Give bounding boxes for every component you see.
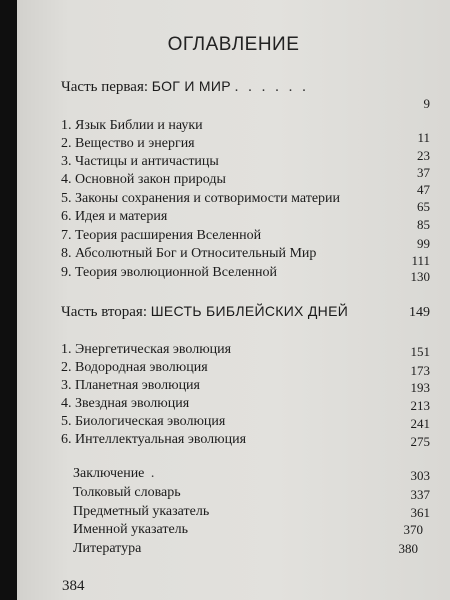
- toc-page-2-3: 193: [410, 380, 430, 395]
- toc-entry-2-5: 5. Биологическая эволюция: [61, 414, 226, 429]
- toc-entry-2-1: 1. Энергетическая эволюция: [61, 342, 232, 357]
- part1-page: 9: [423, 96, 430, 111]
- toc-page-1-1: 11: [417, 130, 430, 145]
- toc-page-conclusion: 303: [410, 468, 430, 483]
- toc-page-2-4: 213: [410, 398, 430, 413]
- toc-page-1-7: 99: [417, 236, 430, 251]
- toc-page-2-1: 151: [410, 344, 430, 359]
- part2-label: Часть вторая:: [61, 304, 148, 320]
- toc-page-literature: 380: [398, 541, 418, 556]
- toc-entry-1-7: 7. Теория расширения Вселенной: [61, 228, 262, 243]
- toc-page-2-2: 173: [410, 363, 430, 378]
- toc-title: ОГЛАВЛЕНИЕ: [167, 34, 300, 55]
- toc-page-2-6: 275: [410, 434, 430, 449]
- book-gutter: [0, 0, 17, 600]
- toc-entry-1-4: 4. Основной закон природы: [61, 172, 226, 187]
- book-page: [17, 0, 450, 600]
- toc-entry-2-3: 3. Планетная эволюция: [61, 378, 200, 393]
- toc-entry-conclusion: Заключение .: [73, 466, 158, 481]
- toc-entry-1-8: 8. Абсолютный Бог и Относительный Мир: [61, 246, 317, 261]
- toc-entry-2-4: 4. Звездная эволюция: [61, 396, 190, 411]
- toc-page-1-4: 47: [417, 182, 430, 197]
- leader-dots: . . . . . .: [234, 79, 309, 95]
- toc-page-1-9: 130: [410, 269, 430, 284]
- part1-name: БОГ И МИР: [151, 78, 231, 94]
- toc-page-1-2: 23: [417, 148, 430, 163]
- toc-entry-subject-index: Предметный указатель: [73, 504, 210, 519]
- part2-page: 149: [409, 305, 430, 320]
- toc-entry-glossary: Толковый словарь: [73, 485, 181, 500]
- toc-entry-name-index: Именной указатель: [73, 522, 189, 537]
- toc-page-subject-index: 361: [410, 505, 430, 520]
- toc-entry-1-2: 2. Вещество и энергия: [61, 136, 195, 151]
- toc-entry-1-9: 9. Теория эволюционной Вселенной: [61, 265, 278, 280]
- part1-heading: [61, 78, 309, 96]
- part2-heading: [61, 303, 348, 321]
- toc-page-2-5: 241: [410, 416, 430, 431]
- toc-page-1-8: 111: [411, 253, 430, 268]
- toc-entry-1-5: 5. Законы сохранения и сотворимости материи: [61, 191, 341, 206]
- toc-page-1-6: 85: [417, 217, 430, 232]
- toc-page-1-3: 37: [417, 165, 430, 180]
- toc-entry-2-6: 6. Интеллектуальная эволюция: [61, 432, 247, 447]
- page-number: 384: [62, 578, 85, 594]
- toc-entry-1-6: 6. Идея и материя: [61, 209, 168, 224]
- part1-label: Часть первая:: [61, 79, 149, 95]
- toc-entry-2-2: 2. Водородная эволюция: [61, 360, 208, 375]
- toc-entry-literature: Литература: [73, 541, 142, 556]
- toc-entry-1-3: 3. Частицы и античастицы: [61, 154, 219, 169]
- toc-page-name-index: 370: [403, 522, 423, 537]
- toc-entry-1-1: 1. Язык Библии и науки: [61, 118, 203, 133]
- toc-page-1-5: 65: [417, 199, 430, 214]
- part2-name: ШЕСТЬ БИБЛЕЙСКИХ ДНЕЙ: [150, 303, 349, 319]
- toc-page-glossary: 337: [410, 487, 430, 502]
